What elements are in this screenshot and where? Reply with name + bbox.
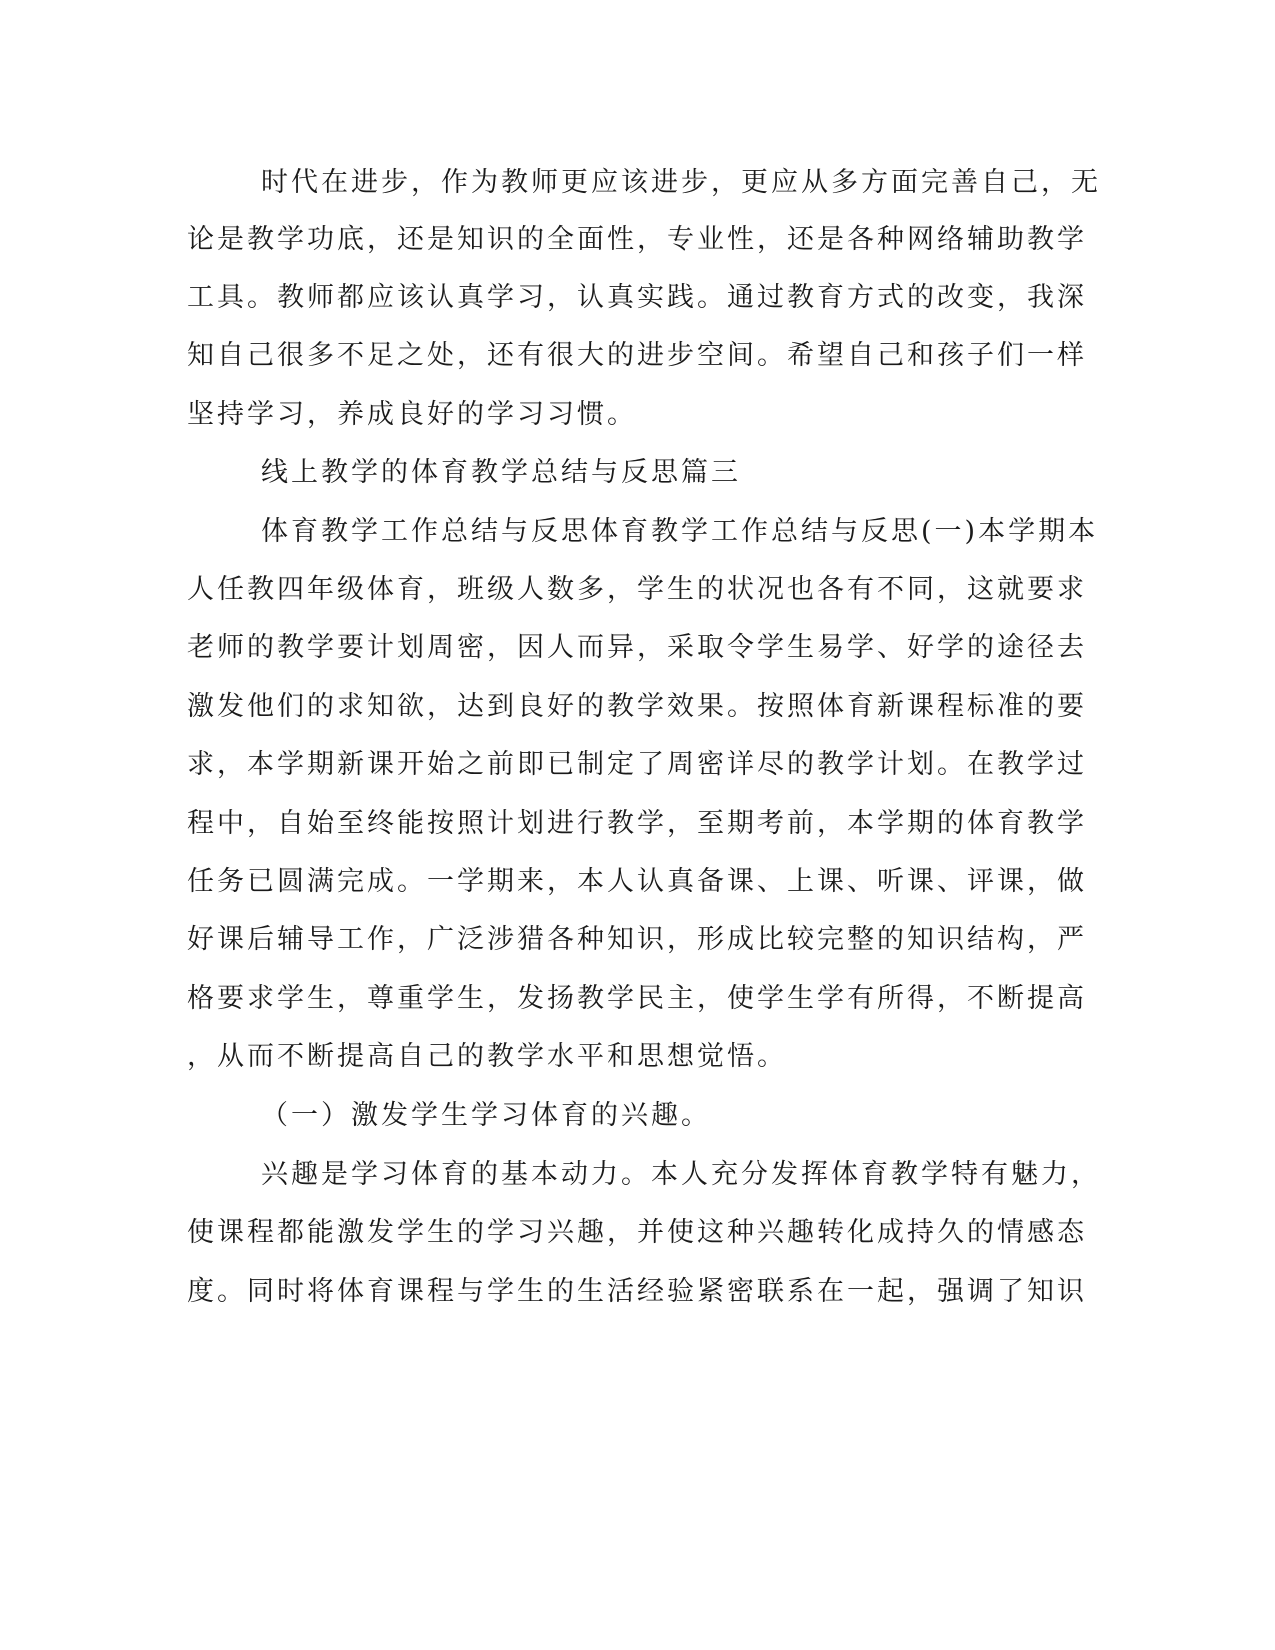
paragraph-1-line-2: 论是教学功底，还是知识的全面性，专业性，还是各种网络辅助教学 xyxy=(187,224,1087,255)
paragraph-1-line-3: 工具。教师都应该认真学习，认真实践。通过教育方式的改变，我深 xyxy=(187,282,1087,313)
paragraph-1-line-1: 时代在进步，作为教师更应该进步，更应从多方面完善自己，无 xyxy=(261,167,1101,198)
paragraph-3-line-3: 度。同时将体育课程与学生的生活经验紧密联系在一起，强调了知识 xyxy=(187,1276,1087,1307)
section-heading: 线上教学的体育教学总结与反思篇三 xyxy=(261,457,741,488)
paragraph-2-line-2: 人任教四年级体育，班级人数多，学生的状况也各有不同，这就要求 xyxy=(187,574,1087,605)
subsection-heading: （一）激发学生学习体育的兴趣。 xyxy=(261,1100,711,1131)
paragraph-2-line-9: 格要求学生，尊重学生，发扬教学民主，使学生学有所得，不断提高 xyxy=(187,983,1087,1014)
paragraph-3-line-2: 使课程都能激发学生的学习兴趣，并使这种兴趣转化成持久的情感态 xyxy=(187,1217,1087,1248)
paragraph-1-line-5: 坚持学习，养成良好的学习习惯。 xyxy=(187,399,637,430)
paragraph-2-line-3: 老师的教学要计划周密，因人而异，采取令学生易学、好学的途径去 xyxy=(187,632,1087,663)
paragraph-2-line-1: 体育教学工作总结与反思体育教学工作总结与反思(一)本学期本 xyxy=(261,516,1099,547)
paragraph-2-line-8: 好课后辅导工作，广泛涉猎各种知识，形成比较完整的知识结构，严 xyxy=(187,924,1087,955)
paragraph-2-line-6: 程中，自始至终能按照计划进行教学，至期考前，本学期的体育教学 xyxy=(187,808,1087,839)
paragraph-1-line-4: 知自己很多不足之处，还有很大的进步空间。希望自己和孩子们一样 xyxy=(187,340,1087,371)
paragraph-2-line-7: 任务已圆满完成。一学期来，本人认真备课、上课、听课、评课，做 xyxy=(187,866,1087,897)
paragraph-2-line-4: 激发他们的求知欲，达到良好的教学效果。按照体育新课程标准的要 xyxy=(187,691,1087,722)
paragraph-3-line-1: 兴趣是学习体育的基本动力。本人充分发挥体育教学特有魅力， xyxy=(261,1159,1101,1190)
paragraph-2-line-5: 求，本学期新课开始之前即已制定了周密详尽的教学计划。在教学过 xyxy=(187,749,1087,780)
paragraph-2-line-10: ，从而不断提高自己的教学水平和思想觉悟。 xyxy=(187,1041,787,1072)
